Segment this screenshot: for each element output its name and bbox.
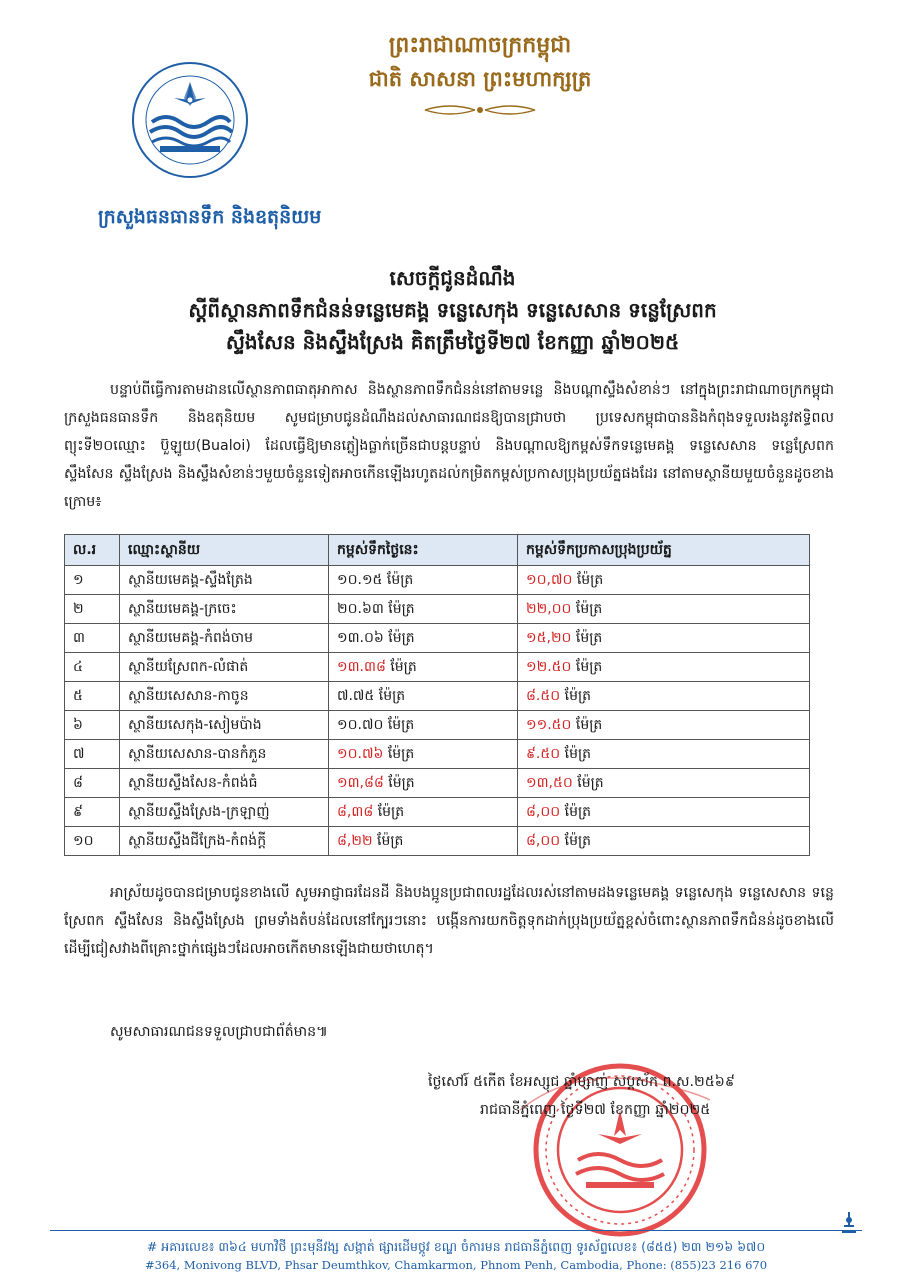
station-name: ស្ថានីយមេគង្គ-ស្ទឹងត្រែង [120,566,329,595]
today-level-value: ៧.៧៥ [337,687,375,704]
header-number: ល.រ [65,535,120,566]
unit-label: ម៉ែត្រ [577,774,604,791]
alert-level-value: ១៣,៥០ [526,774,573,791]
kingdom-header [300,28,660,118]
unit-label: ម៉ែត្រ [564,745,592,762]
station-number: ៣ [65,624,120,653]
ornament-divider-icon [420,102,540,118]
unit-label: ម៉ែត្រ [378,687,406,704]
unit-label: ម៉ែត្រ [387,716,415,733]
footer-divider [50,1230,862,1231]
station-number: ៦ [65,711,120,740]
today-level-cell [329,798,518,827]
unit-label: ម៉ែត្រ [388,629,415,646]
alert-level-cell [518,682,810,711]
alert-level-cell [518,798,810,827]
alert-level-cell [518,653,810,682]
alert-level-value: ៨,០០ [526,803,561,820]
dateline [428,1068,735,1124]
unit-label: ម៉ែត្រ [388,774,415,791]
alert-level-value: ៨,០០ [526,832,561,849]
advice-paragraph: អាស្រ័យដូចបានជម្រាបជូនខាងលើ សូមអាជ្ញាធរដែនដី និងបងប្អូនប្រជាពលរដ្ឋដែលរស់នៅតាមដងទន្លេមេគង្គ ទន្លេសេកុង ទន្លេសេសាន ទន្លេស្រែពក ស្ទឹងសែន និងស្ទឹងស្រែង ព្រមទាំងតំបន់ដែលនៅក្បែរៗនោះ បង្កើនការយកចិត្តទុកដាក់ប្រុងប្រយ័ត្នខ្ពស់ចំពោះស្ថានភាពទឹកជំនន់ដូចខាងលើ ដើម្បីជៀសវាងពីគ្រោះថ្នាក់ផ្សេងៗដែលអាចកើតមានឡើងជាយថាហេតុ។ [64,885,834,957]
solar-date: រាជធានីភ្នំពេញ ថ្ងៃទី២៧ ខែកញ្ញា ឆ្នាំ២០២៥ [480,1102,711,1118]
unit-label: ម៉ែត្រ [377,803,405,820]
unit-label: ម៉ែត្រ [390,658,417,675]
alert-level-value: ១០,៧០ [526,571,573,588]
notice-subtitle-line1: ស្តីពីស្ថានភាពទឹកជំនន់ទន្លេមេគង្គ ទន្លេសេកុង ទន្លេសេសាន ទន្លេស្រែពក [188,298,717,322]
table-row [65,769,810,798]
station-number: ៩ [65,798,120,827]
intro-paragraph: បន្ទាប់ពីធ្វើការតាមដានលើស្ថានភាពធាតុអាកាស និងស្ថានភាពទឹកជំនន់នៅតាមទន្លេ និងបណ្តាស្ទឹងសំខាន់ៗ នៅក្នុងព្រះរាជាណាចក្រកម្ពុជា ក្រសួងធនធានទឹក និងឧតុនិយម សូមជម្រាបជូនដំណឹងដល់សាធារណជនឱ្យបានជ្រាបថា ប្រទេសកម្ពុជាបាននិងកំពុងទទួលរងនូវឥទ្ធិពលព្យុះទី២០ឈ្មោះ ប៊ួឡូយ(Bualoi) ដែលធ្វើឱ្យមានភ្លៀងធ្លាក់ច្រើនជាបន្តបន្ទាប់ និងបណ្តាលឱ្យកម្ពស់ទឹកទន្លេមេគង្គ ទន្លេសេសាន ទន្លេស្រែពក ស្ទឹងសែន ស្ទឹងស្រែង និងស្ទឹងសំខាន់ៗមួយចំនួនទៀតអាចកើនឡើងរហូតដល់កម្រិតកម្ពស់ប្រកាសប្រុងប្រយ័ត្នផងដែរ នៅតាមស្ថានីយមួយចំនួនដូចខាងក្រោម៖ [64,382,834,510]
unit-label: ម៉ែត្រ [575,629,603,646]
alert-level-value: ១២.៥០ [526,658,572,675]
header-station-name: ឈ្មោះស្ថានីយ [120,535,329,566]
unit-label: ម៉ែត្រ [576,571,604,588]
unit-label: ម៉ែត្រ [564,803,592,820]
notice-subtitle-line2: ស្ទឹងសែន និងស្ទឹងស្រែង គិតត្រឹមថ្ងៃទី២៧ ខែកញ្ញា ឆ្នាំ២០២៥ [225,330,680,354]
today-level-cell [329,624,518,653]
today-level-value: ១៣,៨៨ [337,774,384,791]
lunar-date: ថ្ងៃសៅរ៍ ៥កើត ខែអស្សុជ ឆ្នាំម្សាញ់ សប្តស័ក ព.ស.២៥៦៩ [428,1074,735,1090]
table-row [65,566,810,595]
today-level-cell [329,827,518,856]
alert-level-cell [518,740,810,769]
footer [50,1238,862,1274]
table-row [65,798,810,827]
alert-level-value: ៨.៥០ [526,687,561,704]
today-level-value: ១០.៧៦ [337,745,384,762]
today-level-cell [329,769,518,798]
table-row [65,740,810,769]
unit-label: ម៉ែត្រ [575,600,603,617]
table-header-row [65,535,810,566]
table-row [65,711,810,740]
table-row [65,624,810,653]
alert-level-cell [518,827,810,856]
alert-level-cell [518,711,810,740]
station-number: ១០ [65,827,120,856]
alert-level-value: ២២,០០ [526,600,572,617]
water-level-table [64,534,810,856]
today-level-value: ១៣.៣៨ [337,658,386,675]
footer-address-km: # អគារលេខ៖ ៣៦៤ មហាវិថី ព្រះមុនីវង្ស សង្កាត់ ផ្សារដើមថ្កូវ ខណ្ឌ ចំការមន រាជធានីភ្នំពេញ ទូរស័ព្ទលេខ៖ (៨៥៥) ២៣ ២១៦ ៦៧០ [146,1239,766,1254]
alert-level-value: ៩.៥០ [526,745,561,762]
station-name: ស្ថានីយស្ទឹងស្រែង-ក្រឡាញ់ [120,798,329,827]
notice-title: សេចក្តីជូនដំណឹង [389,266,516,290]
today-level-cell [329,653,518,682]
alert-level-value: ១១.៥០ [526,716,572,733]
alert-level-cell [518,595,810,624]
station-number: ១ [65,566,120,595]
table-row [65,682,810,711]
ministry-logo-icon [130,60,250,180]
station-name: ស្ថានីយសេសាន-បានកំភួន [120,740,329,769]
notice-title-block [60,262,845,358]
today-level-cell [329,711,518,740]
station-name: ស្ថានីយស្រែពក-លំផាត់ [120,653,329,682]
today-level-cell [329,740,518,769]
station-number: ៥ [65,682,120,711]
ministry-name: ក្រសួងធនធានទឹក និងឧតុនិយម [98,206,322,228]
unit-label: ម៉ែត្រ [564,832,592,849]
alert-level-cell [518,624,810,653]
station-number: ៨ [65,769,120,798]
alert-level-cell [518,769,810,798]
unit-label: ម៉ែត្រ [377,832,404,849]
today-level-value: ១៣.០៦ [337,629,384,646]
station-number: ៤ [65,653,120,682]
unit-label: ម៉ែត្រ [387,745,415,762]
kingdom-title: ព្រះរាជាណាចក្រកម្ពុជា [388,32,572,58]
unit-label: ម៉ែត្រ [564,687,592,704]
footer-address-en: #364, Monivong BLVD, Phsar Deumthkov, Chamkarmon, Phnom Penh, Cambodia, Phone: (855)23 216 670 [144,1258,768,1272]
station-name: ស្ថានីយសេកុង-សៀមប៉ាង [120,711,329,740]
station-number: ២ [65,595,120,624]
today-level-value: ២០.៦៣ [337,600,384,617]
station-name: ស្ថានីយសេសាន-កាចូន [120,682,329,711]
today-level-value: ១០.១៥ [337,571,383,588]
table-row [65,653,810,682]
station-name: ស្ថានីយមេគង្គ-កំពង់ចាម [120,624,329,653]
header-today-level: កម្ពស់ទឹកថ្ងៃនេះ [329,535,518,566]
today-level-value: ៨,៣៨ [337,803,374,820]
unit-label: ម៉ែត្រ [575,658,603,675]
alert-level-cell [518,566,810,595]
station-name: ស្ថានីយមេគង្គ-ក្រចេះ [120,595,329,624]
unit-label: ម៉ែត្រ [575,716,603,733]
today-level-cell [329,595,518,624]
unit-label: ម៉ែត្រ [388,600,415,617]
today-level-value: ១០.៧០ [337,716,384,733]
unit-label: ម៉ែត្រ [386,571,414,588]
today-level-cell [329,682,518,711]
national-motto: ជាតិ សាសនា ព្រះមហាក្សត្រ [368,66,592,91]
alert-level-value: ១៥,២០ [526,629,572,646]
today-level-value: ៨,២២ [337,832,373,849]
header-alert-level: កម្ពស់ទឹកប្រកាសប្រុងប្រយ័ត្ន [518,535,810,566]
closing-line: សូមសាធារណជនទទួលជ្រាបជាព័ត៌មាន៕ [110,1024,328,1040]
today-level-cell [329,566,518,595]
station-number: ៧ [65,740,120,769]
station-name: ស្ថានីយស្ទឹងជីក្រែង-កំពង់ក្តី [120,827,329,856]
station-name: ស្ថានីយស្ទឹងសែន-កំពង់ធំ [120,769,329,798]
table-row [65,595,810,624]
table-row [65,827,810,856]
